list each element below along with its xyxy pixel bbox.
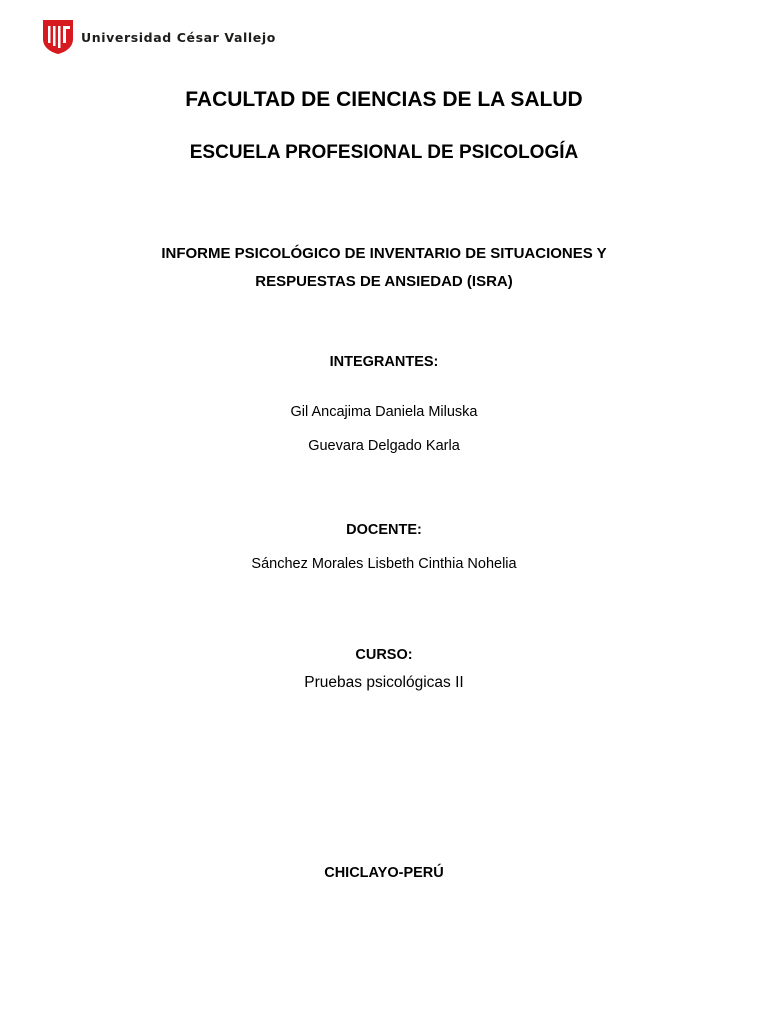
university-logo [42, 18, 276, 56]
report-title-line-1: INFORME PSICOLÓGICO DE INVENTARIO DE SITUACIONES Y [161, 245, 607, 262]
members-label: INTEGRANTES: [329, 354, 439, 370]
report-title-line-2: RESPUESTAS DE ANSIEDAD (ISRA) [255, 273, 513, 290]
teacher-name: Sánchez Morales Lisbeth Cinthia Nohelia [251, 556, 517, 572]
course-name: Pruebas psicológicas II [304, 674, 464, 691]
university-name: Universidad César Vallejo [81, 29, 276, 45]
school-title: ESCUELA PROFESIONAL DE PSICOLOGÍA [189, 142, 579, 163]
member-name: Gil Ancajima Daniela Miluska [290, 404, 478, 420]
university-shield-icon [42, 19, 74, 55]
teacher-label: DOCENTE: [346, 522, 422, 538]
member-name: Guevara Delgado Karla [308, 438, 460, 454]
course-label: CURSO: [355, 647, 413, 663]
location: CHICLAYO-PERÚ [324, 865, 444, 881]
faculty-title: FACULTAD DE CIENCIAS DE LA SALUD [185, 88, 583, 111]
